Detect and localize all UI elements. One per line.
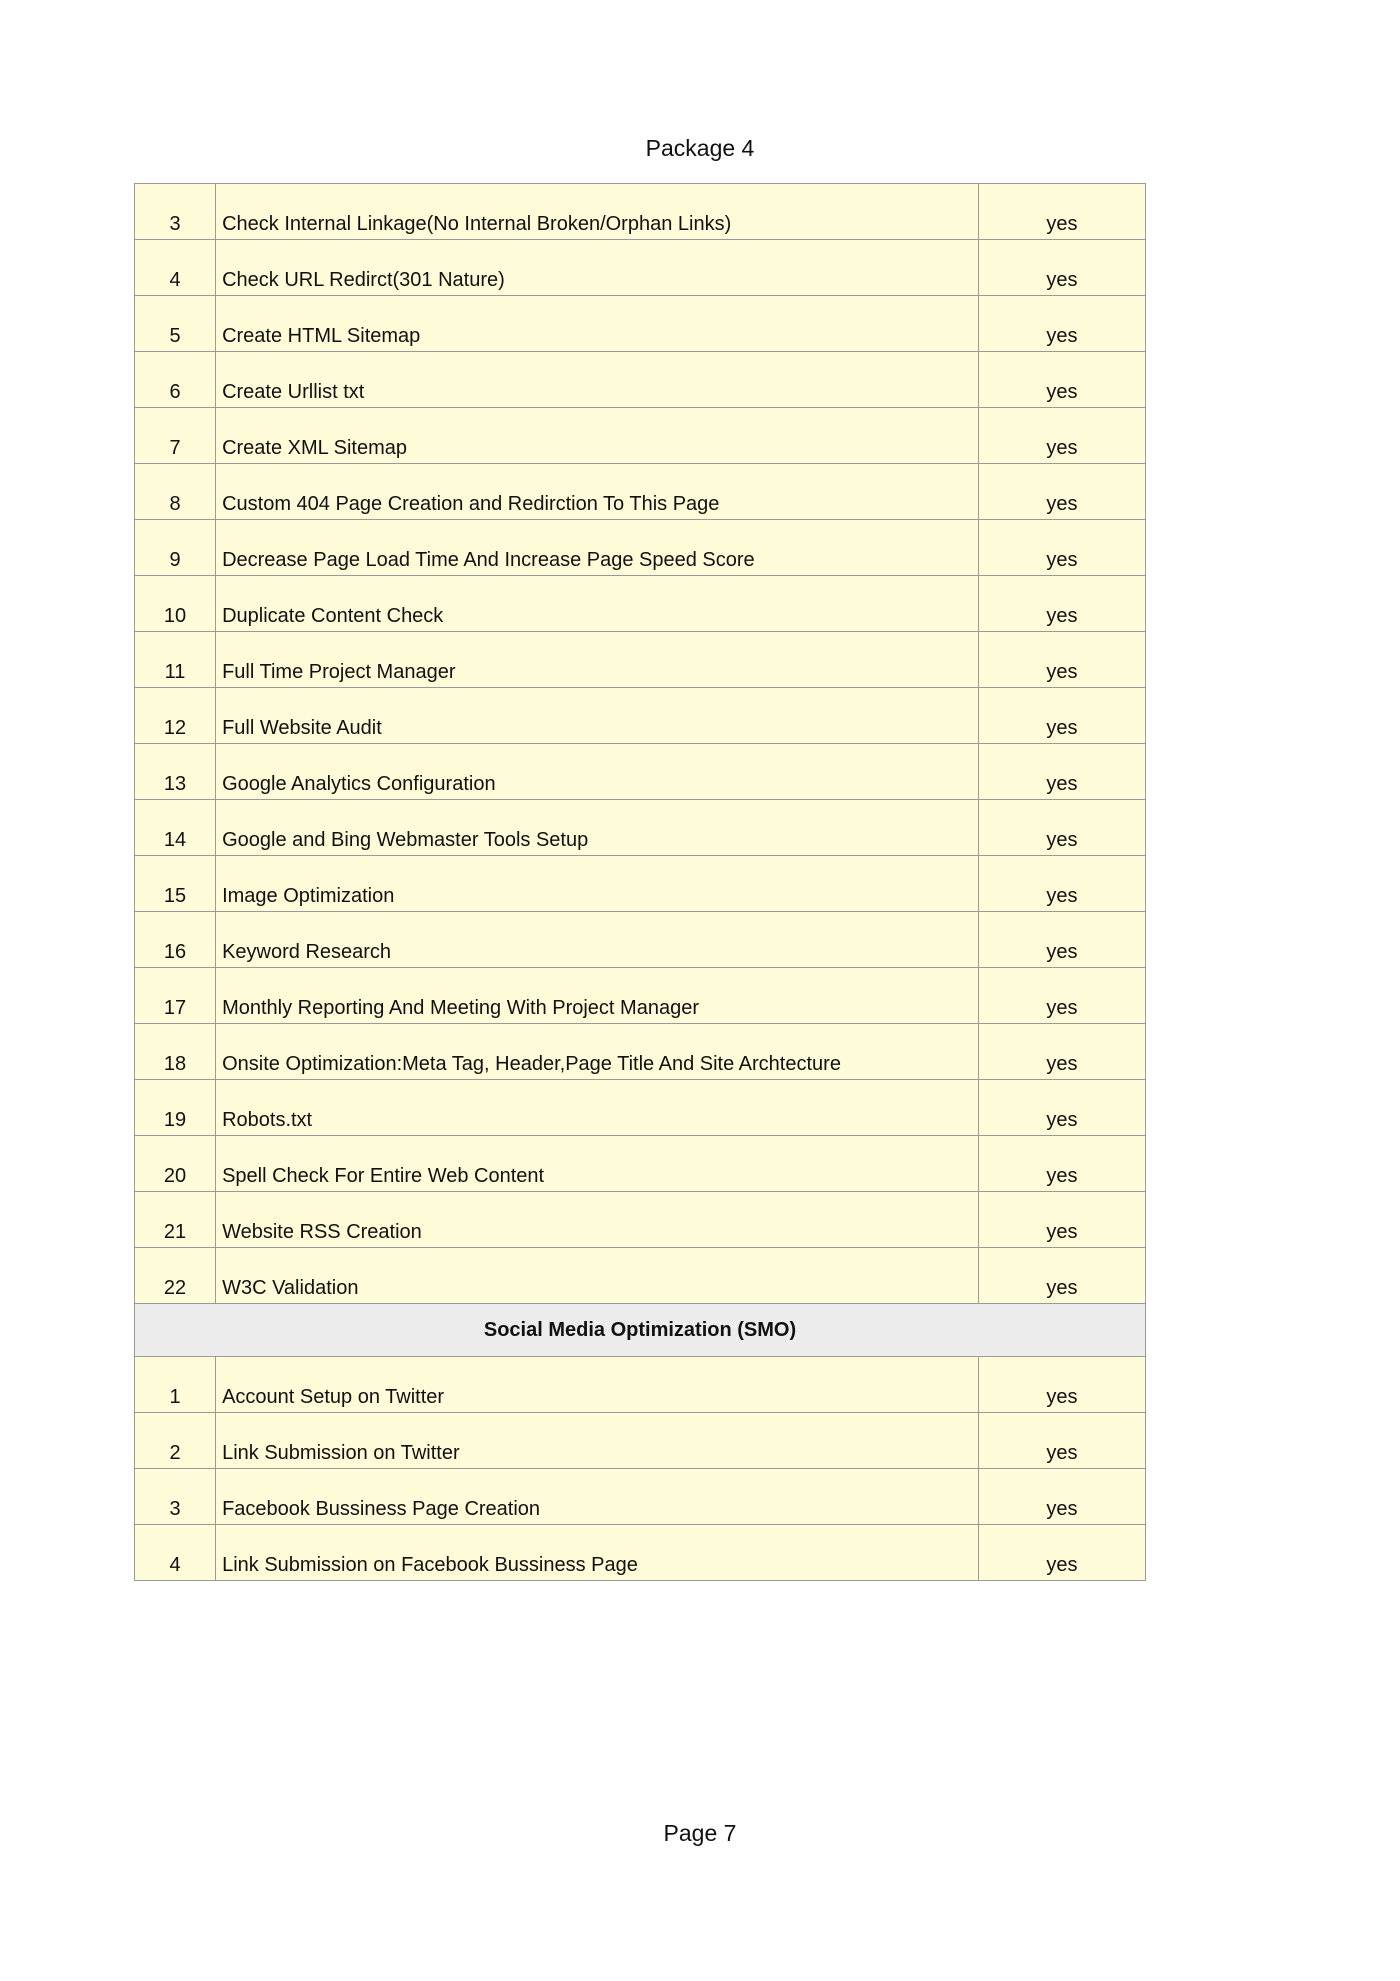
row-value: yes: [978, 1080, 1145, 1136]
row-number: 1: [135, 1357, 216, 1413]
table-row: [135, 1357, 1146, 1413]
table-row: [135, 520, 1146, 576]
row-number: 13: [135, 744, 216, 800]
row-value: yes: [978, 1413, 1145, 1469]
table-row: [135, 1469, 1146, 1525]
row-description: Google and Bing Webmaster Tools Setup: [216, 800, 979, 856]
table-row: [135, 240, 1146, 296]
row-number: 3: [135, 184, 216, 240]
table-row: [135, 296, 1146, 352]
row-description: Link Submission on Facebook Bussiness Page: [216, 1525, 979, 1581]
row-value: yes: [978, 184, 1145, 240]
section-title: Social Media Optimization (SMO): [135, 1304, 1146, 1357]
row-value: yes: [978, 1248, 1145, 1304]
row-description: Image Optimization: [216, 856, 979, 912]
row-number: 21: [135, 1192, 216, 1248]
row-number: 7: [135, 408, 216, 464]
row-value: yes: [978, 1469, 1145, 1525]
row-description: Check URL Redirct(301 Nature): [216, 240, 979, 296]
row-value: yes: [978, 744, 1145, 800]
row-number: 4: [135, 1525, 216, 1581]
row-number: 9: [135, 520, 216, 576]
table-row: [135, 1525, 1146, 1581]
table-row: [135, 688, 1146, 744]
row-value: yes: [978, 800, 1145, 856]
row-value: yes: [978, 408, 1145, 464]
row-description: Custom 404 Page Creation and Redirction To This Page: [216, 464, 979, 520]
table-row: [135, 576, 1146, 632]
row-value: yes: [978, 1357, 1145, 1413]
table-row: [135, 968, 1146, 1024]
table-row: [135, 1248, 1146, 1304]
table-row: [135, 1080, 1146, 1136]
row-number: 4: [135, 240, 216, 296]
row-description: Website RSS Creation: [216, 1192, 979, 1248]
row-description: Check Internal Linkage(No Internal Broken/Orphan Links): [216, 184, 979, 240]
row-description: Full Time Project Manager: [216, 632, 979, 688]
page-number: Page 7: [663, 1820, 737, 1846]
row-number: 19: [135, 1080, 216, 1136]
row-description: Link Submission on Twitter: [216, 1413, 979, 1469]
row-description: Account Setup on Twitter: [216, 1357, 979, 1413]
row-description: Create XML Sitemap: [216, 408, 979, 464]
table-row: [135, 800, 1146, 856]
row-value: yes: [978, 968, 1145, 1024]
row-description: Decrease Page Load Time And Increase Page Speed Score: [216, 520, 979, 576]
row-description: Facebook Bussiness Page Creation: [216, 1469, 979, 1525]
row-number: 11: [135, 632, 216, 688]
row-number: 8: [135, 464, 216, 520]
row-number: 12: [135, 688, 216, 744]
table-row: [135, 744, 1146, 800]
table-row: [135, 352, 1146, 408]
table-row: [135, 408, 1146, 464]
row-number: 18: [135, 1024, 216, 1080]
row-description: Google Analytics Configuration: [216, 744, 979, 800]
row-value: yes: [978, 296, 1145, 352]
row-number: 5: [135, 296, 216, 352]
row-number: 14: [135, 800, 216, 856]
row-description: W3C Validation: [216, 1248, 979, 1304]
row-description: Create Urllist txt: [216, 352, 979, 408]
table-row: [135, 464, 1146, 520]
row-number: 17: [135, 968, 216, 1024]
row-description: Onsite Optimization:Meta Tag, Header,Page Title And Site Archtecture: [216, 1024, 979, 1080]
table-row: [135, 856, 1146, 912]
row-number: 22: [135, 1248, 216, 1304]
row-description: Full Website Audit: [216, 688, 979, 744]
row-description: Keyword Research: [216, 912, 979, 968]
table-body: [135, 184, 1146, 1581]
row-description: Spell Check For Entire Web Content: [216, 1136, 979, 1192]
row-value: yes: [978, 464, 1145, 520]
row-value: yes: [978, 1024, 1145, 1080]
package-features-table: [134, 183, 1146, 1581]
table-row: [135, 1136, 1146, 1192]
table-row: [135, 1192, 1146, 1248]
page-header-title: Package 4: [645, 135, 755, 161]
row-number: 10: [135, 576, 216, 632]
row-value: yes: [978, 912, 1145, 968]
row-description: Monthly Reporting And Meeting With Project Manager: [216, 968, 979, 1024]
row-value: yes: [978, 632, 1145, 688]
row-description: Duplicate Content Check: [216, 576, 979, 632]
row-number: 15: [135, 856, 216, 912]
table-row: [135, 184, 1146, 240]
table-row: [135, 1024, 1146, 1080]
row-value: yes: [978, 1525, 1145, 1581]
row-description: Robots.txt: [216, 1080, 979, 1136]
row-value: yes: [978, 1192, 1145, 1248]
row-value: yes: [978, 1136, 1145, 1192]
row-description: Create HTML Sitemap: [216, 296, 979, 352]
row-value: yes: [978, 688, 1145, 744]
row-number: 3: [135, 1469, 216, 1525]
row-value: yes: [978, 856, 1145, 912]
table-row: [135, 912, 1146, 968]
table-row: [135, 1413, 1146, 1469]
row-value: yes: [978, 520, 1145, 576]
table-row: [135, 632, 1146, 688]
row-value: yes: [978, 352, 1145, 408]
row-number: 6: [135, 352, 216, 408]
row-value: yes: [978, 576, 1145, 632]
row-value: yes: [978, 240, 1145, 296]
section-header-row: [135, 1304, 1146, 1357]
row-number: 20: [135, 1136, 216, 1192]
row-number: 16: [135, 912, 216, 968]
row-number: 2: [135, 1413, 216, 1469]
